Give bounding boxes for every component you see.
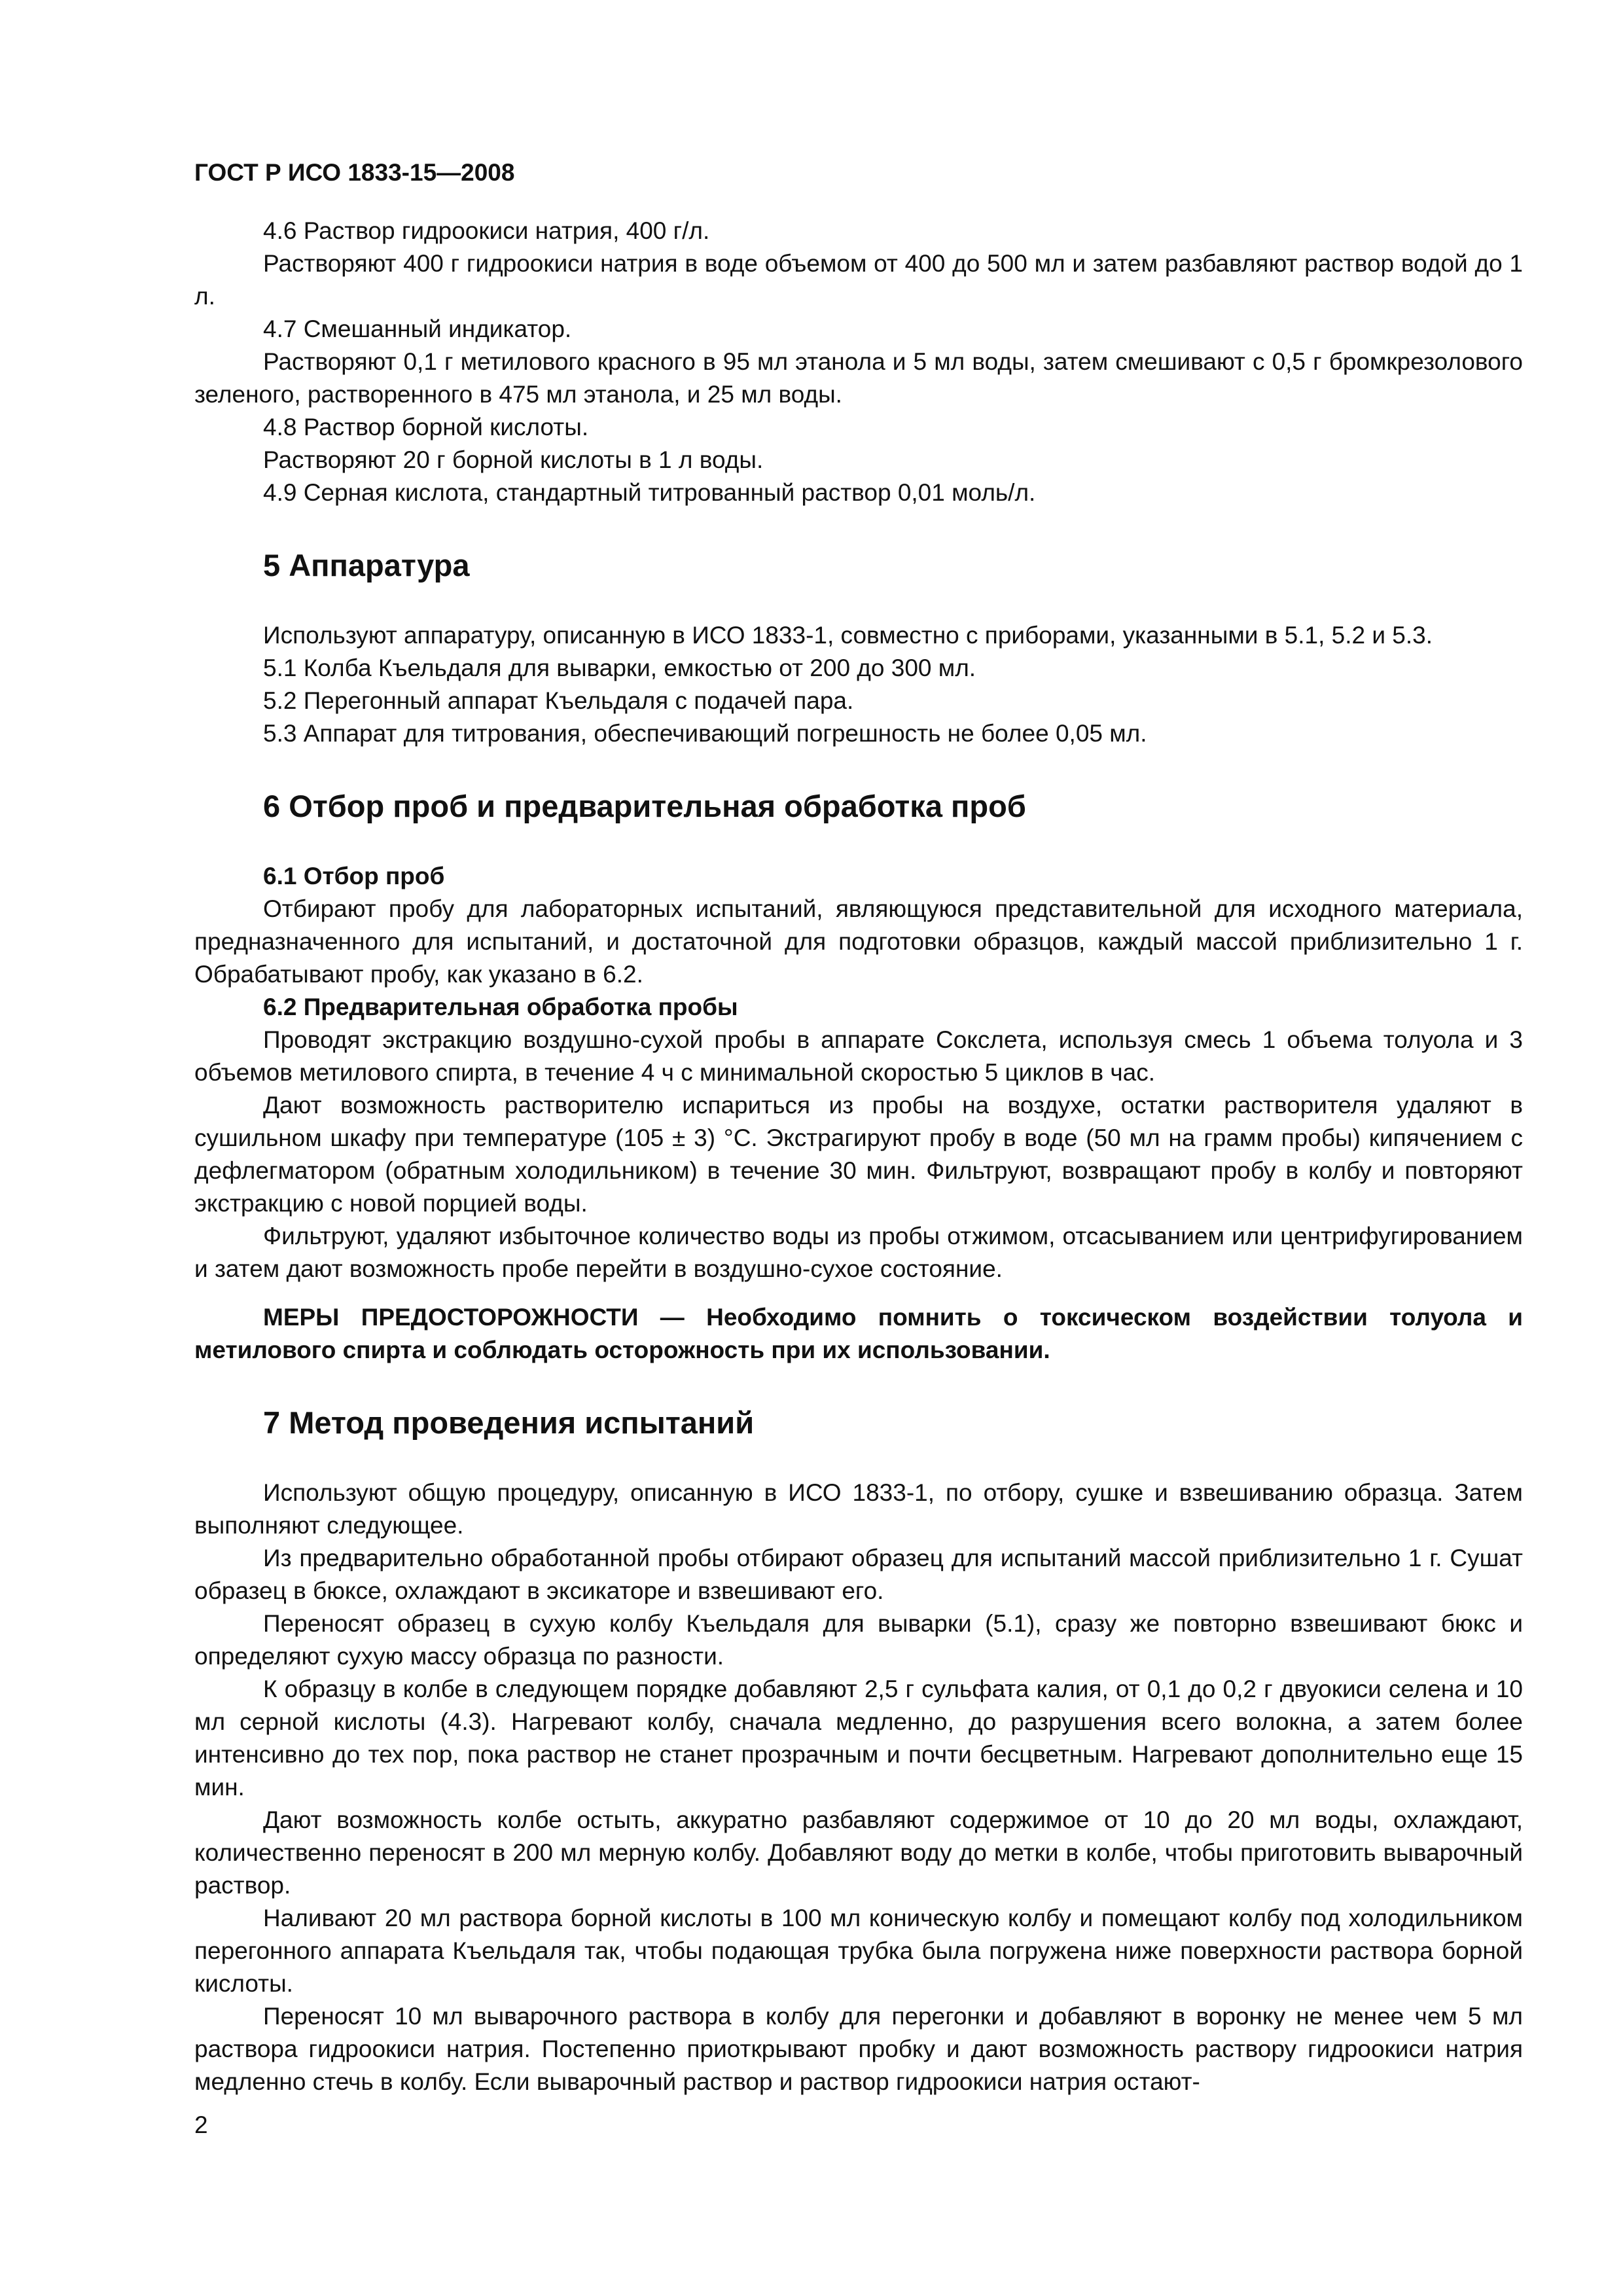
document-header: ГОСТ Р ИСО 1833-15—2008 bbox=[194, 159, 515, 186]
page-number: 2 bbox=[194, 2111, 208, 2138]
section-7-text-7: Переносят 10 мл выварочного раствора в колбу для перегонки и добавляют в воронку не менее чем 5 мл раствора гидроокиси натрия. Постепенно приоткрывают пробку и дают возможность раствору гидроокиси натрия медленно стечь в колбу. Если выварочный раствор и раствор гидроокиси натрия остают- bbox=[194, 2003, 1523, 2095]
section-7-text-4: К образцу в колбе в следующем порядке добавляют 2,5 г сульфата калия, от 0,1 до 0,2 г двуокиси селена и 10 мл серной кислоты (4.3). Нагревают колбу, сначала медленно, до разрушения всего волокна, а затем более интенсивно до тех пор, пока раствор не станет прозрачным и почти бесцветным. Нагревают дополнительно еще 15 мин. bbox=[194, 1676, 1523, 1801]
subsection-6-2-heading: 6.2 Предварительная обработка пробы bbox=[263, 994, 738, 1020]
document-page bbox=[194, 157, 1523, 2098]
clause-5-2: 5.2 Перегонный аппарат Къельдаля с подачей пара. bbox=[263, 687, 854, 714]
section-5-intro: Используют аппаратуру, описанную в ИСО 1833-1, совместно с приборами, указанными в 5.1, 5.2 и 5.3. bbox=[263, 622, 1433, 649]
clause-4-6-text: Растворяют 400 г гидроокиси натрия в воде объемом от 400 до 500 мл и затем разбавляют раствор водой до 1 л. bbox=[194, 250, 1523, 310]
section-5 bbox=[194, 546, 1523, 750]
section-7 bbox=[194, 1403, 1523, 2098]
clause-5-3: 5.3 Аппарат для титрования, обеспечивающий погрешность не более 0,05 мл. bbox=[263, 720, 1147, 747]
subsection-6-2-text-2: Дают возможность растворителю испариться из пробы на воздухе, остатки растворителя удаляют в сушильном шкафу при температуре (105 ± 3) °С. Экстрагируют пробу в воде (50 мл на грамм пробы) кипячением с дефлегматором (обратным холодильником) в течение 30 мин. Фильтруют, возвращают пробу в колбу и повторяют экстракцию с новой порцией воды. bbox=[194, 1092, 1523, 1217]
safety-warning: МЕРЫ ПРЕДОСТОРОЖНОСТИ — Необходимо помнить о токсическом воздействии толуола и метилового спирта и соблюдать осторожность при их использовании. bbox=[194, 1304, 1523, 1363]
section-7-text-3: Переносят образец в сухую колбу Къельдаля для выварки (5.1), сразу же повторно взвешивают бюкс и определяют сухую массу образца по разности. bbox=[194, 1610, 1523, 1670]
section-7-text-2: Из предварительно обработанной пробы отбирают образец для испытаний массой приблизительно 1 г. Сушат образец в бюксе, охлаждают в эксикаторе и взвешивают его. bbox=[194, 1545, 1523, 1604]
clause-4-7-text: Растворяют 0,1 г метилового красного в 95 мл этанола и 5 мл воды, затем смешивают с 0,5 г бромкрезолового зеленого, растворенного в 475 мл этанола, и 25 мл воды. bbox=[194, 348, 1523, 408]
subsection-6-1-text: Отбирают пробу для лабораторных испытаний, являющуюся представительной для исходного материала, предназначенного для испытаний, и достаточной для подготовки образцов, каждый массой приблизительно 1 г. Обрабатывают пробу, как указано в 6.2. bbox=[194, 895, 1523, 988]
section-7-text-5: Дают возможность колбе остыть, аккуратно разбавляют содержимое от 10 до 20 мл воды, охлаждают, количественно переносят в 200 мл мерную колбу. Добавляют воду до метки в колбе, чтобы приготовить выварочный раствор. bbox=[194, 1806, 1523, 1899]
section-7-text-1: Используют общую процедуру, описанную в ИСО 1833-1, по отбору, сушке и взвешиванию образца. Затем выполняют следующее. bbox=[194, 1479, 1523, 1539]
section-7-heading: 7 Метод проведения испытаний bbox=[263, 1405, 755, 1440]
section-4-tail bbox=[194, 215, 1523, 509]
clause-4-8-text: Растворяют 20 г борной кислоты в 1 л воды. bbox=[263, 446, 764, 473]
clause-4-7-title: 4.7 Смешанный индикатор. bbox=[263, 315, 572, 342]
clause-4-9-title: 4.9 Серная кислота, стандартный титрованный раствор 0,01 моль/л. bbox=[263, 479, 1036, 506]
clause-5-1: 5.1 Колба Къельдаля для выварки, емкостью от 200 до 300 мл. bbox=[263, 655, 976, 681]
clause-4-6-title: 4.6 Раствор гидроокиси натрия, 400 г/л. bbox=[263, 217, 710, 244]
section-6 bbox=[194, 787, 1523, 1367]
subsection-6-2-text-3: Фильтруют, удаляют избыточное количество воды из пробы отжимом, отсасыванием или центрифугированием и затем дают возможность пробе перейти в воздушно-сухое состояние. bbox=[194, 1223, 1523, 1282]
section-5-heading: 5 Аппаратура bbox=[263, 548, 470, 583]
clause-4-8-title: 4.8 Раствор борной кислоты. bbox=[263, 414, 589, 440]
subsection-6-1-heading: 6.1 Отбор проб bbox=[263, 863, 445, 889]
section-7-text-6: Наливают 20 мл раствора борной кислоты в 100 мл коническую колбу и помещают колбу под холодильником перегонного аппарата Къельдаля так, чтобы подающая трубка была погружена ниже поверхности раствора борной кислоты. bbox=[194, 1905, 1523, 1997]
subsection-6-2-text-1: Проводят экстракцию воздушно-сухой пробы в аппарате Сокслета, используя смесь 1 объема толуола и 3 объемов метилового спирта, в течение 4 ч с минимальной скоростью 5 циклов в час. bbox=[194, 1026, 1523, 1086]
section-6-heading: 6 Отбор проб и предварительная обработка проб bbox=[263, 789, 1026, 823]
